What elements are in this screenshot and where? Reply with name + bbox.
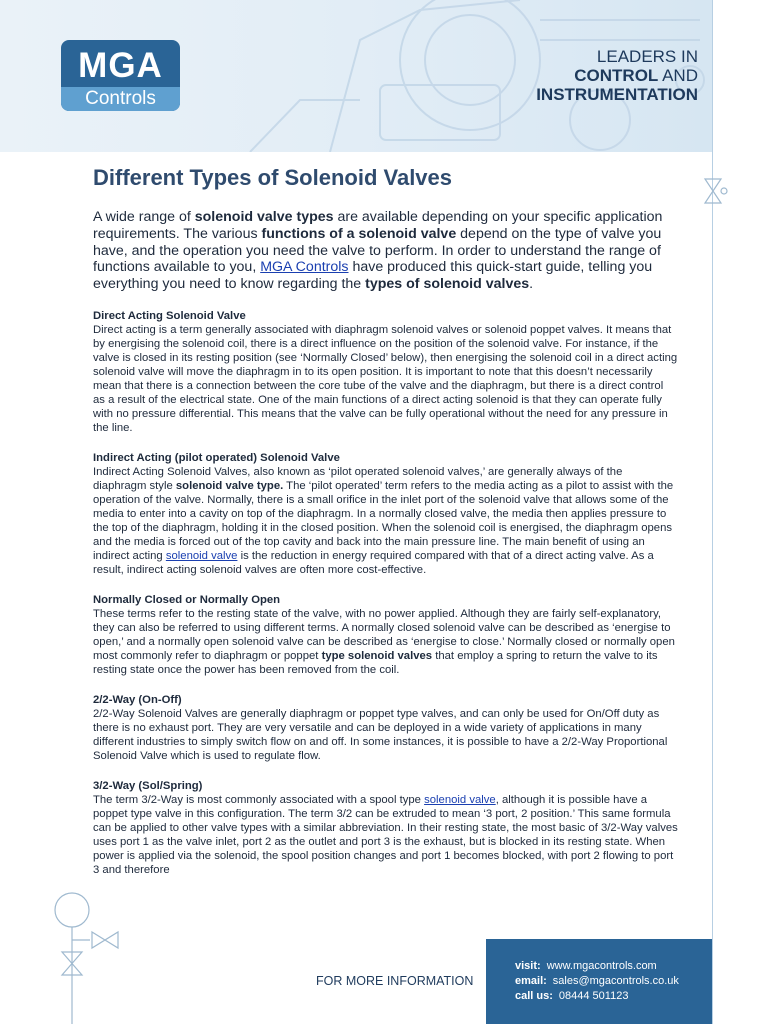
pipe-valve-diagram-icon <box>50 890 130 1024</box>
more-info-label: FOR MORE INFORMATION <box>316 974 474 988</box>
bold-phrase: solenoid valve types <box>194 209 334 225</box>
bold-phrase: type solenoid valves <box>321 649 433 662</box>
text-link[interactable]: MGA Controls <box>260 259 349 276</box>
visit-row[interactable] <box>515 960 657 972</box>
visit-label: visit: <box>515 960 541 972</box>
text-run: , although it is possible have a poppet type valve in this configuration. The term 3/2 can be extruded to mean ‘3 port, 2 position.’ This same formula can be applied to other valve types with a similar abbreviation. In their resting state, the most basic of 3/2-Way valves uses port 1 as the valve inlet, port 2 as the outlet and port 3 is the exhaust, but is blocked in its resting state. When power is applied via the solenoid, the spool position changes and port 1 becomes blocked, with port 2 flowing to port 3 and therefore <box>93 793 678 876</box>
page-edge-line <box>712 0 713 1024</box>
text-run: have produced this quick-start guide, telling you everything you need to know regarding the <box>93 259 653 293</box>
text-run: is the reduction in energy required compared with that of a direct acting valve. As a result, indirect acting solenoid valves are often more cost-effective. <box>93 549 654 576</box>
bold-phrase: solenoid valve type. <box>175 479 284 492</box>
section-heading: 3/2-Way (Sol/Spring) <box>93 779 203 792</box>
section-heading: Indirect Acting (pilot operated) Solenoid Valve <box>93 451 340 464</box>
email-label: email: <box>515 975 547 987</box>
text-run: depend on the type of valve you have, and the operation you need the valve to perform. In order to understand the range of functions available to you, <box>93 225 662 276</box>
section-2-2-way <box>93 693 678 763</box>
phone-number[interactable]: 08444 501123 <box>558 990 629 1002</box>
text-run: These terms refer to the resting state of the valve, with no power applied. Although they are fairly self-explanatory, they can also be referred to using different terms. A normally closed solenoid valve can be described as ‘energise to open,’ and a normally open solenoid valve can be described as ‘energise to close.’ Normally closed or normally open most commonly refer to diaphragm or poppet <box>93 607 675 662</box>
logo-mga-text: MGA <box>78 46 163 85</box>
tagline-line3: INSTRUMENTATION <box>536 85 698 104</box>
intro-paragraph <box>93 209 678 293</box>
tagline <box>536 47 698 104</box>
text-run: The term 3/2-Way is most commonly associated with a spool type <box>93 793 425 806</box>
call-label: call us: <box>515 990 553 1002</box>
section-normally-closed-open <box>93 593 678 677</box>
tagline-line2 <box>574 66 698 85</box>
document-body <box>93 165 678 877</box>
text-run: that employ a spring to return the valve to its resting state once the power has been removed from the coil. <box>93 649 658 676</box>
logo-controls-text: Controls <box>61 87 180 111</box>
section-body <box>93 465 678 577</box>
page-title: Different Types of Solenoid Valves <box>93 165 453 190</box>
tagline-line1: LEADERS IN <box>596 47 698 66</box>
section-heading: 2/2-Way (On-Off) <box>93 693 182 706</box>
section-3-2-way <box>93 779 678 877</box>
text-run: 2/2-Way Solenoid Valves are generally diaphragm or poppet type valves, and can only be used for On/Off duty as there is no exhaust port. They are very versatile and can be deployed in a wide variety of applications in many different industries to simply switch flow on and off. In some instances, it is possible to have a 2/2-Way Proportional Solenoid Valve which is used to regulate flow. <box>93 707 668 762</box>
text-run: . <box>529 276 534 293</box>
section-body <box>93 323 678 435</box>
section-heading: Direct Acting Solenoid Valve <box>93 309 246 322</box>
email-link[interactable]: sales@mgacontrols.co.uk <box>552 975 679 987</box>
bold-phrase: functions of a solenoid valve <box>261 225 457 242</box>
valve-symbol-icon <box>700 175 730 207</box>
text-link[interactable]: solenoid valve <box>424 793 496 806</box>
section-heading: Normally Closed or Normally Open <box>93 593 281 606</box>
text-run: A wide range of <box>93 209 195 225</box>
section-indirect-acting <box>93 451 678 577</box>
text-run: Indirect Acting Solenoid Valves, also known as ‘pilot operated solenoid valves,’ are generally always of the diaphragm style <box>93 465 623 492</box>
section-body <box>93 793 678 877</box>
website-link[interactable]: www.mgacontrols.com <box>546 960 657 972</box>
section-body <box>93 707 678 763</box>
contact-box <box>486 939 712 1024</box>
tagline-control-word: CONTROL <box>574 66 659 85</box>
text-run: are available depending on your specific application requirements. The various <box>93 209 663 242</box>
section-direct-acting <box>93 309 678 435</box>
email-row[interactable] <box>515 975 679 987</box>
text-link[interactable]: solenoid valve <box>165 549 238 562</box>
bold-phrase: types of solenoid valves <box>365 276 530 293</box>
section-body <box>93 607 678 677</box>
call-row[interactable] <box>515 990 628 1002</box>
mga-controls-logo[interactable] <box>61 40 180 111</box>
page-header <box>0 0 712 152</box>
text-run: Direct acting is a term generally associated with diaphragm solenoid valves or solenoid poppet valves. It means that by energising the solenoid coil, there is a direct influence on the position of the solenoid valve. For instance, if the valve is closed in its resting position (see ‘Normally Closed’ below), then energising the solenoid coil in a direct acting solenoid valve will move the diaphragm in to its open position. It is important to note that this doesn’t necessarily mean that there is a connection between the core tube of the valve and the diaphragm, but there is a direct control as a result of the electrical state. One of the main functions of a direct acting solenoid is that they can operate fully with no pressure differential. This means that the valve can be fully operational without the need for any pressure in the line. <box>93 323 678 434</box>
tagline-and-word: AND <box>658 66 698 85</box>
text-run: The ‘pilot operated’ term refers to the media acting as a pilot to assist with the operation of the valve. Normally, there is a small orifice in the inlet port of the solenoid valve that allows some of the media to enter into a cavity on top of the diaphragm. In a normally closed valve, the media then applies pressure to the top of the diaphragm, holding it in the closed position. When the solenoid coil is energised, the diaphragm opens and the media is forced out of the top cavity and back into the main pressure line. The main benefit of using an indirect acting <box>93 479 674 562</box>
